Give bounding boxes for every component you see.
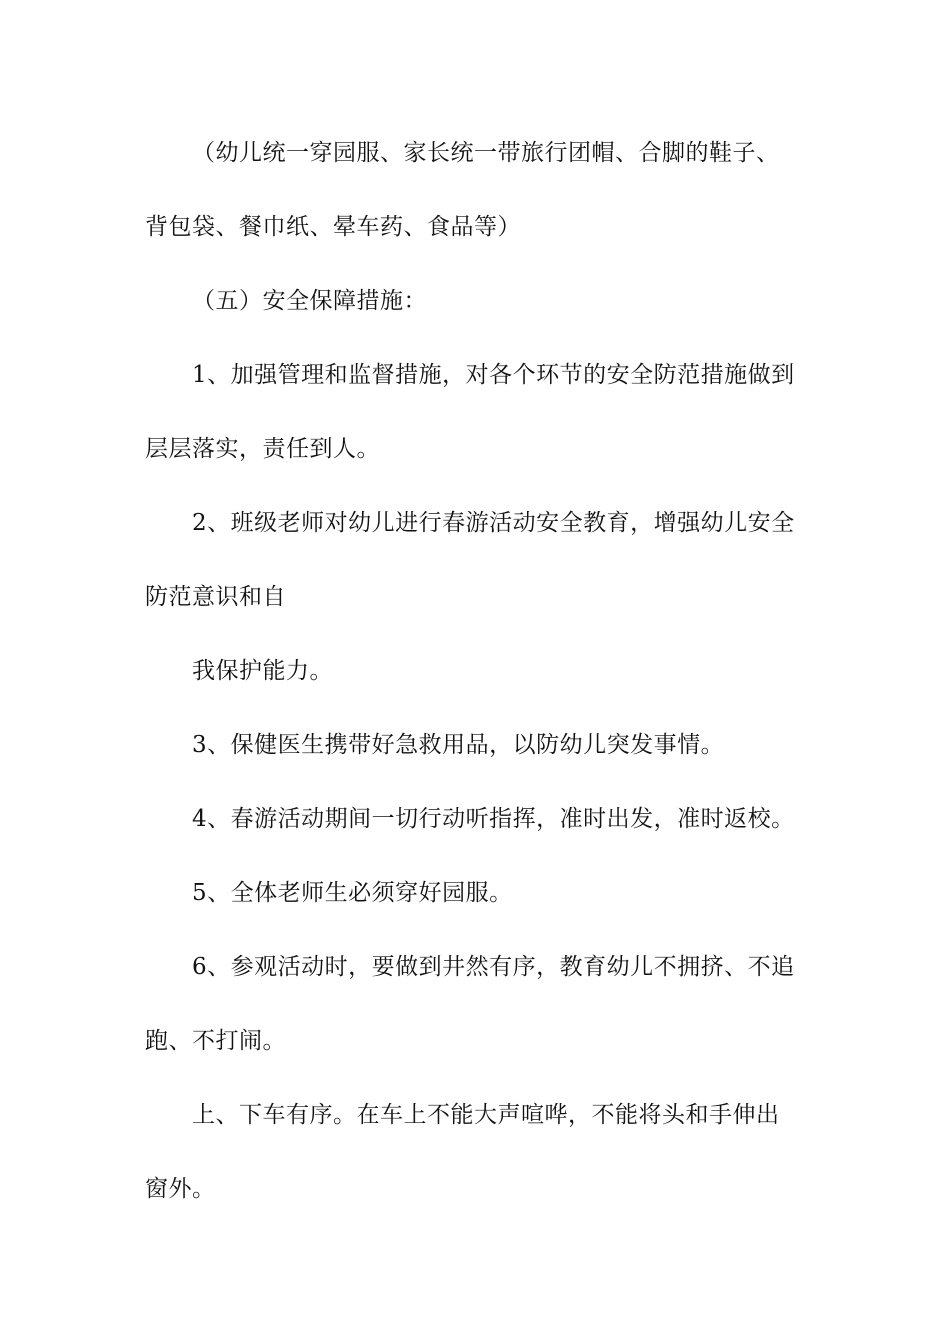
paragraph-line-12: 6、参观活动时，要做到井然有序，教育幼儿不拥挤、不追 (192, 954, 795, 980)
paragraph-line-10: 4、春游活动期间一切行动听指挥，准时出发，准时返校。 (192, 806, 795, 832)
paragraph-line-2: 背包袋、餐巾纸、晕车药、食品等） (145, 214, 521, 240)
paragraph-line-6: 2、班级老师对幼儿进行春游活动安全教育，增强幼儿安全 (192, 510, 795, 536)
paragraph-line-11: 5、全体老师生必须穿好园服。 (192, 880, 513, 906)
paragraph-line-8: 我保护能力。 (192, 658, 333, 684)
paragraph-line-5: 层层落实，责任到人。 (145, 436, 380, 462)
paragraph-line-15: 窗外。 (145, 1176, 216, 1202)
paragraph-line-13: 跑、不打闹。 (145, 1028, 286, 1054)
paragraph-line-7: 防范意识和自 (145, 584, 286, 610)
section-heading: （五）安全保障措施： (192, 288, 427, 314)
paragraph-line-14: 上、下车有序。在车上不能大声喧哗，不能将头和手伸出 (192, 1102, 780, 1128)
paragraph-line-1: （幼儿统一穿园服、家长统一带旅行团帽、合脚的鞋子、 (192, 140, 780, 166)
paragraph-line-4: 1、加强管理和监督措施，对各个环节的安全防范措施做到 (192, 362, 795, 388)
paragraph-line-9: 3、保健医生携带好急救用品，以防幼儿突发事情。 (192, 732, 725, 758)
